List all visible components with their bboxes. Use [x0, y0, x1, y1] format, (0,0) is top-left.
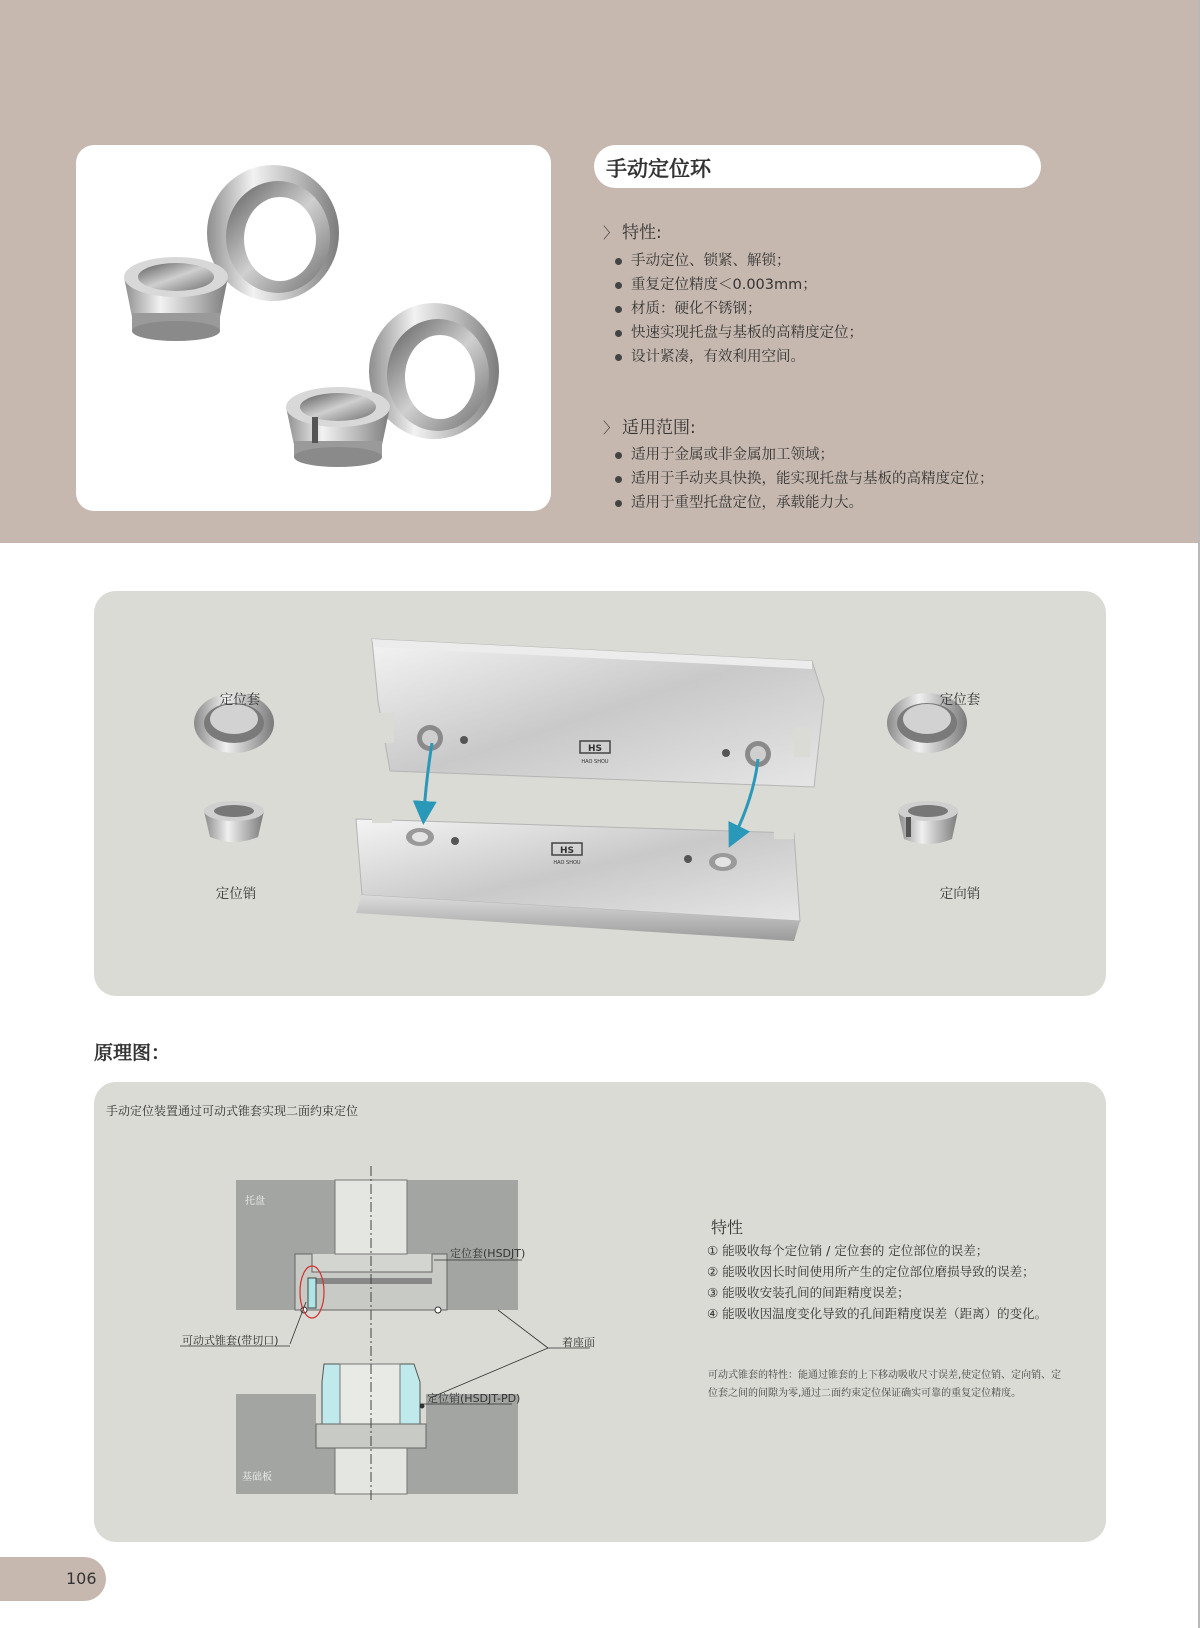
list-item: 设计紧凑，有效利用空间。	[607, 345, 863, 369]
left-pin-label: 定位销	[215, 886, 257, 902]
chevron-right-icon: 〉	[603, 224, 619, 242]
list-item: 快速实现托盘与基板的高精度定位；	[607, 321, 863, 345]
base-plate-label: 基础板	[242, 1472, 272, 1483]
page-number-tab	[0, 1557, 106, 1601]
list-item: ① 能吸收每个定位销 / 定位套的 定位部位的误差；	[707, 1243, 989, 1258]
right-sleeve-label: 定位套	[939, 692, 981, 708]
list-item: 重复定位精度＜0.003mm；	[607, 273, 863, 297]
list-item: 材质：硬化不锈钢；	[607, 297, 863, 321]
features-heading-text: 特性:	[622, 223, 662, 243]
assembly-illustration	[94, 591, 1106, 996]
right-orient-pin-label: 定向销	[939, 886, 981, 902]
taper-sleeve-label: 可动式锥套(带切口)	[182, 1334, 279, 1347]
features-heading	[603, 218, 662, 243]
positioning-rings-image	[76, 145, 551, 511]
seating-surface-label: 着座面	[562, 1336, 595, 1349]
list-item: 适用于重型托盘定位，承载能力大。	[607, 491, 994, 515]
base-plate-logo: HS	[559, 846, 575, 856]
page-number: 106	[66, 1569, 97, 1588]
product-photo-card	[76, 145, 551, 511]
left-pin-image	[204, 801, 264, 842]
scope-heading	[603, 413, 696, 438]
principle-features-list	[707, 1240, 1047, 1324]
list-item: ② 能吸收因长时间使用所产生的定位部位磨损导致的误差；	[707, 1264, 1035, 1279]
scope-list	[607, 443, 994, 515]
pin-label: 定位销(HSDJT-PD)	[427, 1392, 521, 1405]
title-pill	[594, 145, 1041, 188]
features-list	[607, 249, 863, 369]
scope-heading-text: 适用范围:	[622, 418, 696, 438]
left-sleeve-label: 定位套	[219, 692, 261, 708]
upper-plate-logo-sub: HAO SHOU	[581, 759, 609, 765]
sleeve-label: 定位套(HSDJT)	[450, 1247, 526, 1260]
list-item: 手动定位、锁紧、解锁；	[607, 249, 863, 273]
list-item: ③ 能吸收安装孔间的间距精度误差；	[707, 1285, 910, 1300]
taper-sleeve-note: 可动式锥套的特性：能通过锥套的上下移动吸收尺寸误差,使定位销、定向销、定位套之间的间隙为零,通过二面约束定位保证确实可靠的重复定位精度。	[708, 1370, 1062, 1399]
page-title: 手动定位环	[606, 157, 711, 181]
list-item: 适用于手动夹具快换，能实现托盘与基板的高精度定位；	[607, 467, 994, 491]
list-item: ④ 能吸收因温度变化导致的孔间距精度误差（距离）的变化。	[707, 1306, 1048, 1321]
right-orient-pin-image	[898, 801, 958, 844]
principle-title: 原理图：	[94, 1042, 171, 1064]
upper-plate-logo: HS	[587, 744, 603, 754]
principle-features-heading: 特性	[711, 1218, 744, 1237]
assembly-panel	[94, 591, 1106, 996]
pallet-label: 托盘	[245, 1196, 265, 1207]
chevron-right-icon: 〉	[603, 419, 619, 437]
list-item: 适用于金属或非金属加工领域；	[607, 443, 994, 467]
base-plate-logo-sub: HAO SHOU	[553, 860, 581, 866]
principle-description: 手动定位装置通过可动式锥套实现二面约束定位	[106, 1104, 359, 1118]
